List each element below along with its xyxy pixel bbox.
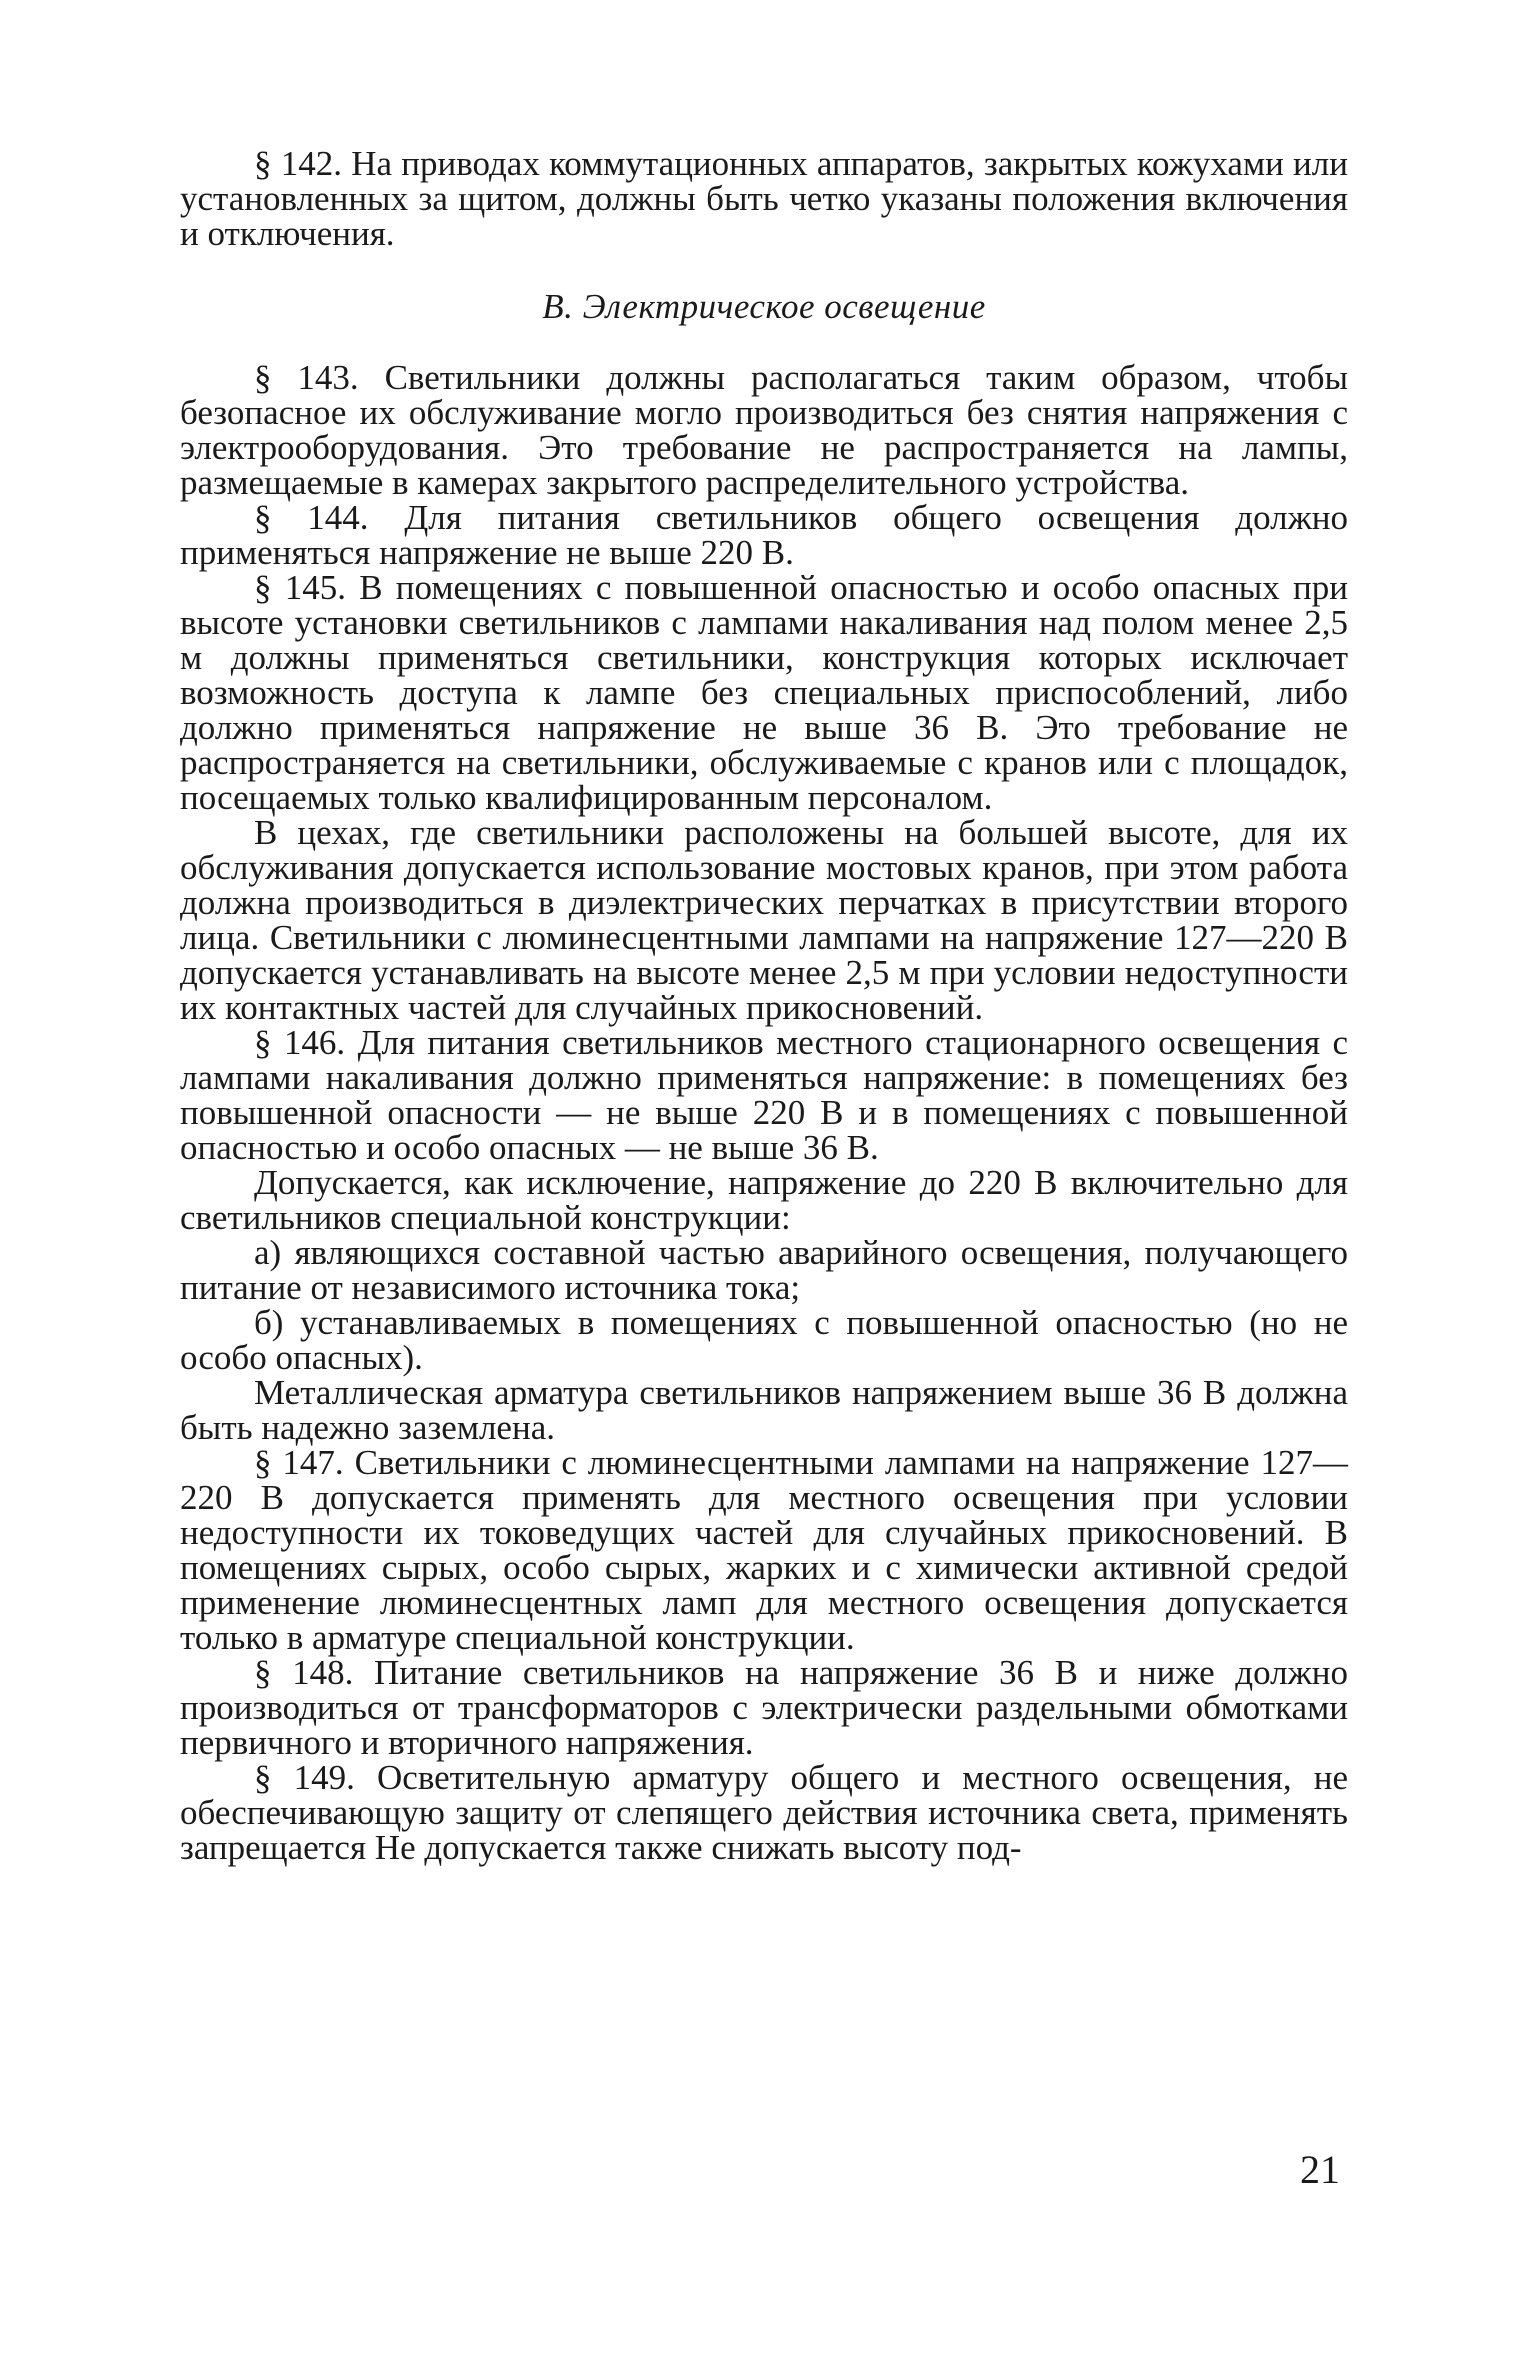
paragraph-144: § 144. Для питания светильников общего освещения должно применяться напряжение не выше 220 В.	[180, 498, 1348, 572]
paragraph-147: § 147. Светильники с люминесцентными лампами на напряжение 127—220 В допускается применять для местного освещения при условии недоступности их токоведущих частей для случайных прикосновений. В помещениях сырых, особо сырых, жарких и с химически активной средой применение люминесцентных ламп для местного освещения допускается только в арматуре специальной конструкции.	[180, 1443, 1348, 1657]
paragraph-145: § 145. В помещениях с повышенной опасностью и особо опасных при высоте установки светильников с лампами накаливания над полом менее 2,5 м должны применяться светильники, конструкция которых исключает возможность доступа к лампе без специальных приспособлений, либо должно применяться напряжение не выше 36 В. Это требование не распространяется на светильники, обслуживаемые с кранов или с площадок, посещаемых только квалифицированным персоналом.	[180, 568, 1348, 817]
paragraph-142: § 142. На приводах коммутационных аппаратов, закрытых кожухами или установленных за щитом, должны быть четко указаны положения включения и отключения.	[180, 144, 1348, 253]
paragraph-148: § 148. Питание светильников на напряжение 36 В и ниже должно производиться от трансформаторов с электрически раздельными обмотками первичного и вторичного напряжения.	[180, 1653, 1348, 1762]
paragraph-143: § 143. Светильники должны располагаться таким образом, чтобы безопасное их обслуживание могло производиться без снятия напряжения с электрооборудования. Это требование не распространяется на лампы, размещаемые в камерах закрытого распределительного устройства.	[180, 358, 1348, 502]
section-heading: В. Электрическое освещение	[542, 287, 986, 326]
paragraph-149: § 149. Осветительную арматуру общего и местного освещения, не обеспечивающую защиту от слепящего действия источника света, применять запрещается Не допускается также снижать высоту под-	[180, 1758, 1348, 1867]
page-number: 21	[1300, 2147, 1340, 2192]
list-item-b: б) устанавливаемых в помещениях с повышенной опасностью (но не особо опасных).	[180, 1303, 1348, 1377]
paragraph-146-grounding: Металлическая арматура светильников напряжением выше 36 В должна быть надежно заземлена.	[180, 1373, 1348, 1447]
paragraph-146-exception: Допускается, как исключение, напряжение до 220 В включительно для светильников специальной конструкции:	[180, 1163, 1348, 1237]
paragraph-146: § 146. Для питания светильников местного стационарного освещения с лампами накаливания должно применяться напряжение: в помещениях без повышенной опасности — не выше 220 В и в помещениях с повышенной опасностью и особо опасных — не выше 36 В.	[180, 1023, 1348, 1167]
document-page	[180, 146, 1348, 1865]
list-item-a: а) являющихся составной частью аварийного освещения, получающего питание от независимого источника тока;	[180, 1233, 1348, 1307]
paragraph-145-continued: В цехах, где светильники расположены на большей высоте, для их обслуживания допускается использование мостовых кранов, при этом работа должна производиться в диэлектрических перчатках в присутствии второго лица. Светильники с люминесцентными лампами на напряжение 127—220 В допускается устанавливать на высоте менее 2,5 м при условии недоступности их контактных частей для случайных прикосновений.	[180, 813, 1348, 1027]
